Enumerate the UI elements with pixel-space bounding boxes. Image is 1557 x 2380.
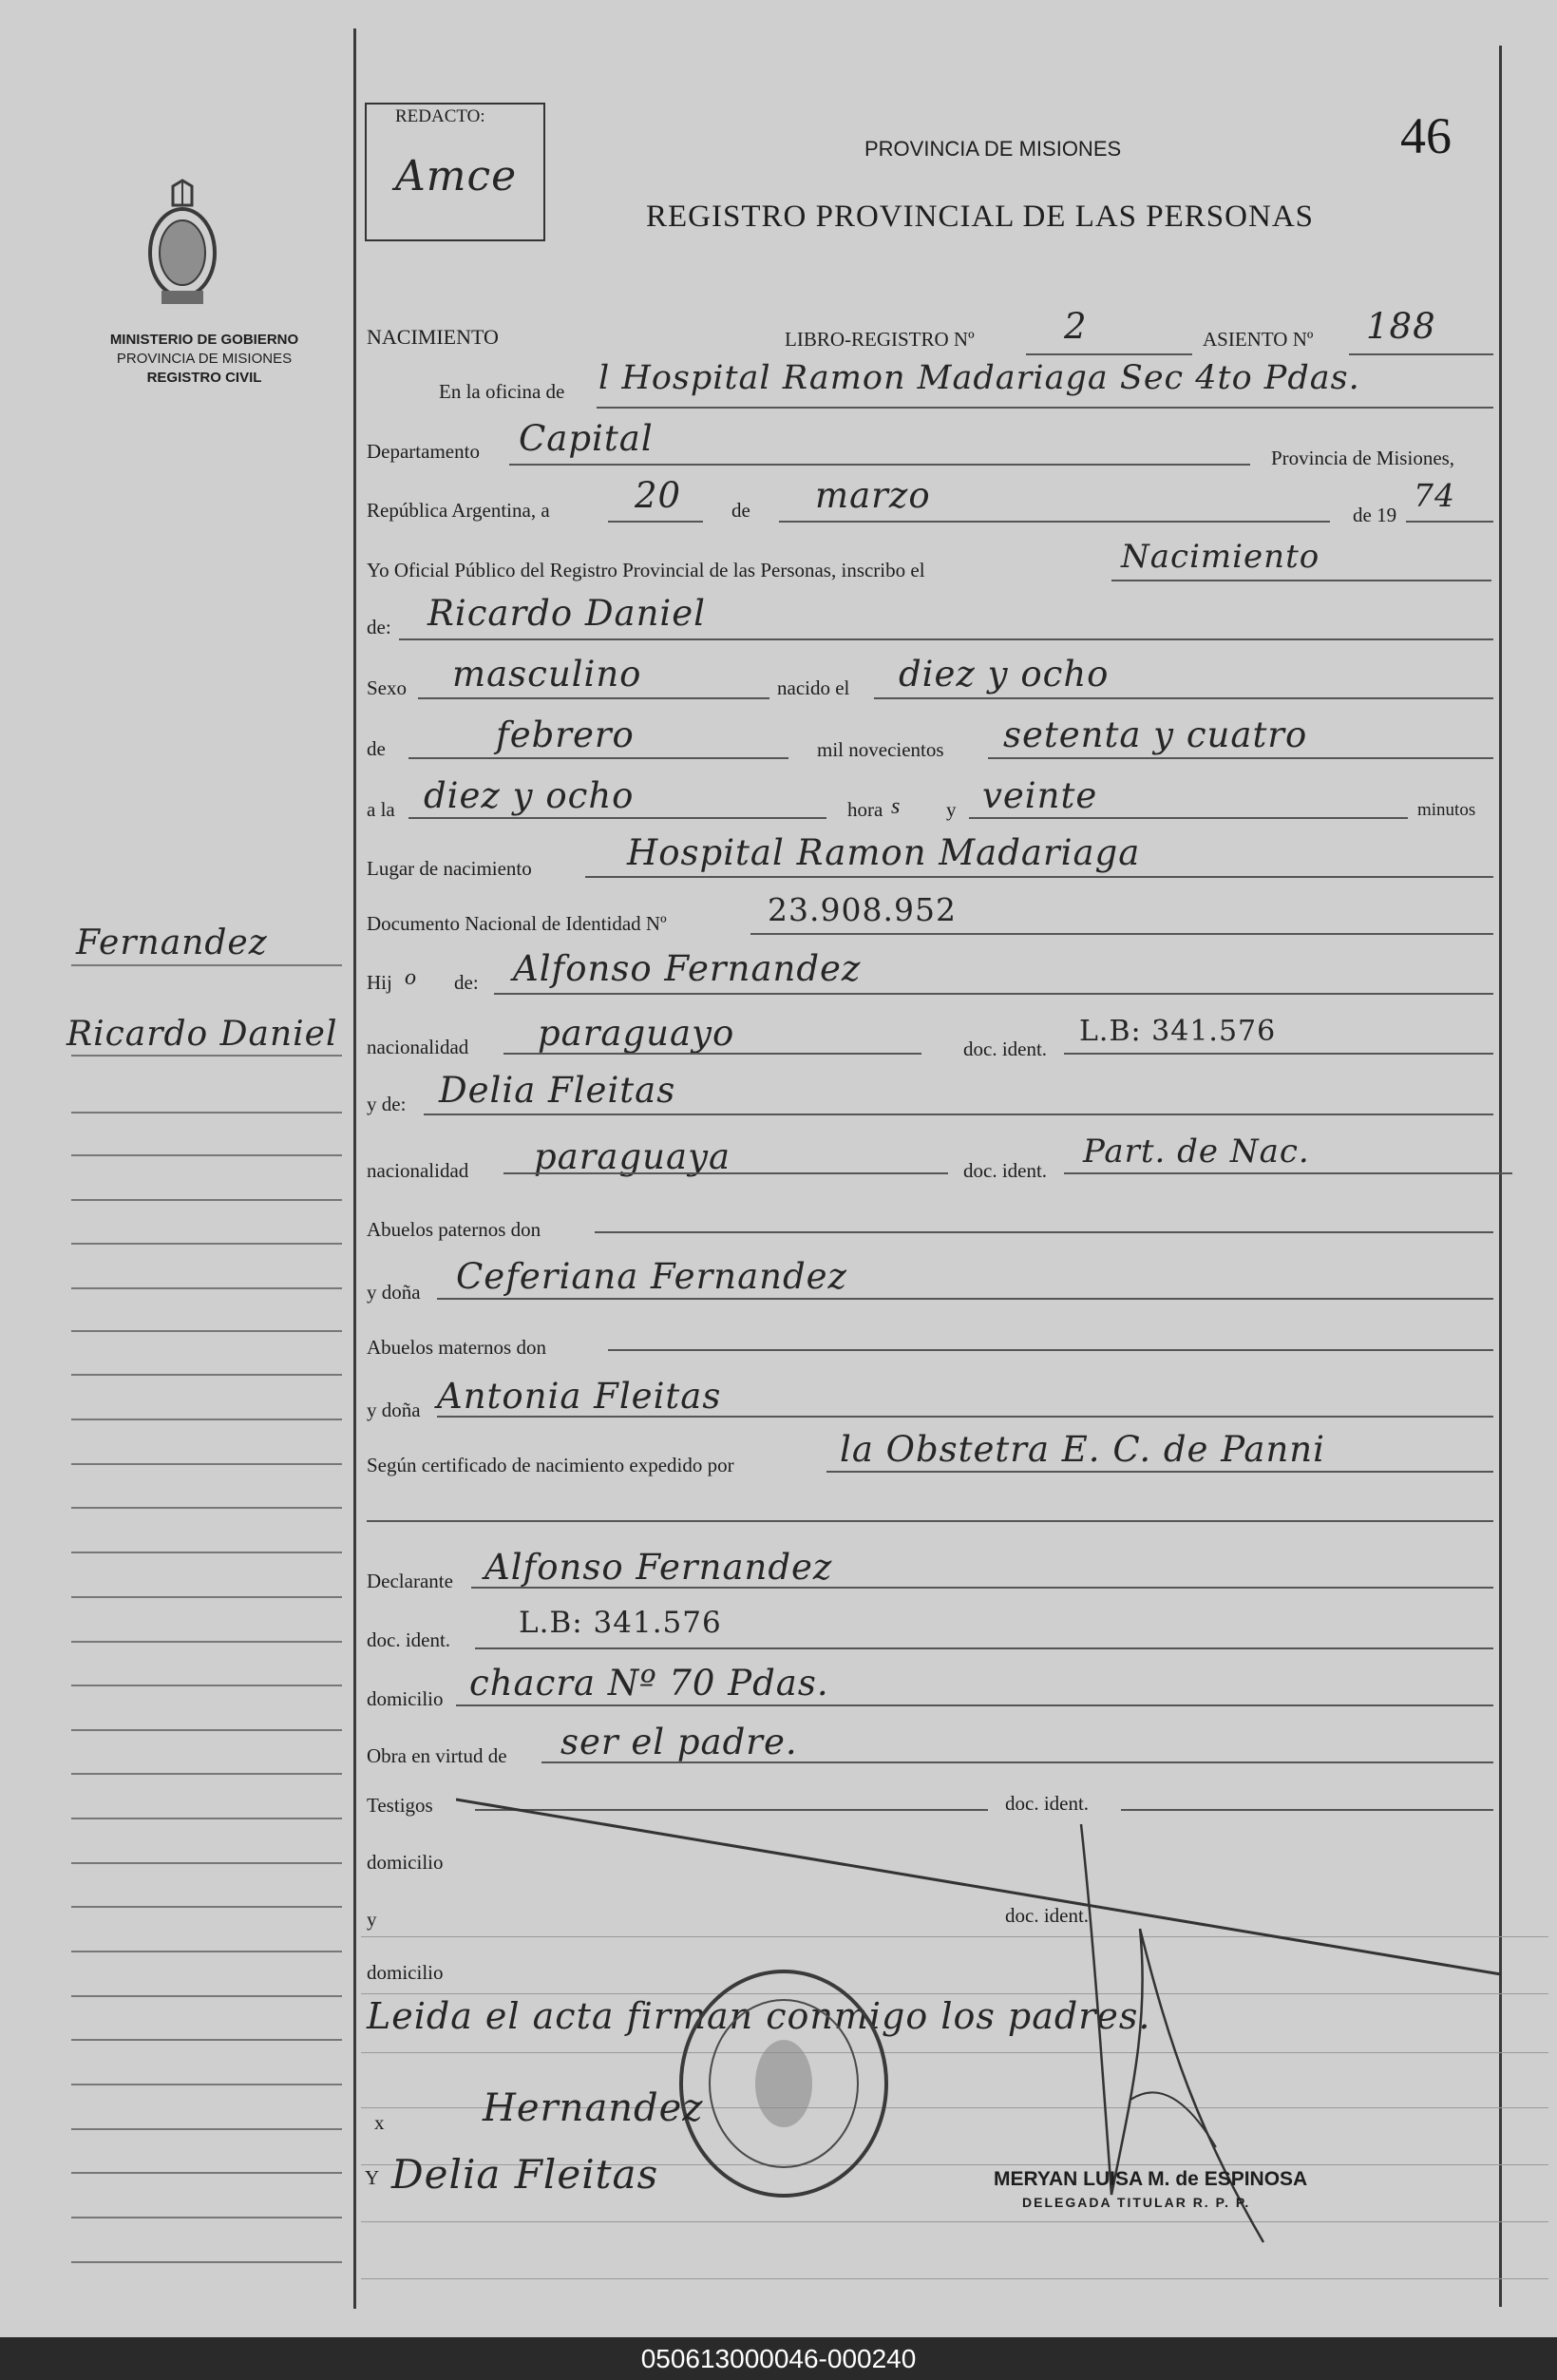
testigos-doc-label: doc. ident. <box>1005 1792 1090 1815</box>
anio-nac-value: setenta y cuatro <box>1003 714 1308 755</box>
province-heading: PROVINCIA DE MISIONES <box>864 137 1122 161</box>
margin-line <box>71 1951 342 1952</box>
margin-line <box>71 1906 342 1908</box>
y-label: y <box>946 798 957 821</box>
page-number: 46 <box>1400 107 1452 164</box>
margin-line <box>71 1773 342 1775</box>
mes-nac-value: febrero <box>496 714 635 755</box>
obra-label: Obra en virtud de <box>367 1744 507 1767</box>
ministry-line-3: REGISTRO CIVIL <box>146 370 262 386</box>
signature-father: Hernandez <box>483 2086 704 2130</box>
margin-line <box>71 1374 342 1376</box>
republica-label: República Argentina, a <box>367 499 550 522</box>
abuelo-paterno-rule <box>595 1231 1493 1233</box>
testigo-domicilio-label: domicilio <box>367 1851 444 1874</box>
ministry-line-1: MINISTERIO DE GOBIERNO <box>109 332 299 348</box>
libro-label: LIBRO-REGISTRO Nº <box>785 328 975 351</box>
officer-title: DELEGADA TITULAR R. P. P. <box>1022 2195 1251 2210</box>
x-mark: x <box>374 2111 385 2134</box>
margin-line <box>71 1995 342 1997</box>
obra-rule <box>541 1761 1493 1763</box>
mil-novecientos-label: mil novecientos <box>817 738 944 761</box>
ministry-block <box>66 331 342 388</box>
madre-nacionalidad-label: nacionalidad <box>367 1159 469 1182</box>
oficina-rule <box>597 407 1493 409</box>
margin-line <box>71 1552 342 1553</box>
official-stamp-icon <box>674 1965 893 2202</box>
dia-value: 20 <box>635 475 682 516</box>
madre-nac-rule <box>503 1172 948 1174</box>
inscribe-rule <box>1111 580 1491 581</box>
nacido-el-value: diez y ocho <box>899 654 1110 695</box>
margin-line <box>71 1199 342 1201</box>
leida-statement: Leida el acta firman conmigo los padres. <box>367 1995 1151 2037</box>
segun-label: Según certificado de nacimiento expedido por <box>367 1454 734 1476</box>
padre-nacionalidad-label: nacionalidad <box>367 1036 469 1058</box>
de-colon-label: de: <box>367 616 391 638</box>
margin-line <box>71 2172 342 2174</box>
oficina-value: l Hospital Ramon Madariaga Sec 4to Pdas. <box>598 359 1360 397</box>
dni-label: Documento Nacional de Identidad Nº <box>367 912 667 935</box>
padre-doc-label: doc. ident. <box>963 1038 1048 1060</box>
margin-line <box>71 1463 342 1465</box>
cancel-stroke-icon <box>456 1796 1510 1986</box>
departamento-label: Departamento <box>367 440 480 463</box>
margin-line <box>71 964 342 966</box>
hora-nac-value: diez y ocho <box>424 775 635 816</box>
left-margin-border <box>353 29 356 2309</box>
margin-line <box>71 1685 342 1686</box>
margin-line <box>71 1729 342 1731</box>
margin-line <box>71 1418 342 1420</box>
margin-line <box>71 1154 342 1156</box>
hora-label: hora <box>847 798 883 821</box>
margin-line <box>71 2128 342 2130</box>
minutos-value: veinte <box>982 775 1098 816</box>
y-dona-paterna-label: y doña <box>367 1281 421 1304</box>
anio-value: 74 <box>1414 477 1455 514</box>
margin-line <box>71 1112 342 1114</box>
officer-name: MERYAN LUISA M. de ESPINOSA <box>994 2168 1308 2190</box>
madre-value: Delia Fleitas <box>439 1070 676 1111</box>
mes-rule <box>779 521 1330 523</box>
mes-nac-rule <box>408 757 788 759</box>
abuelo-materno-rule <box>608 1349 1493 1351</box>
margin-line <box>71 1507 342 1509</box>
declarante-rule <box>471 1587 1493 1589</box>
ruled-line <box>361 2052 1548 2053</box>
obra-value: ser el padre. <box>560 1722 798 1762</box>
nombre-rule <box>399 638 1493 640</box>
de-19-label: de 19 <box>1353 504 1397 526</box>
abuelos-maternos-label: Abuelos maternos don <box>367 1336 546 1359</box>
asiento-rule <box>1349 353 1493 355</box>
margin-line <box>71 2217 342 2218</box>
minutos-label: minutos <box>1417 800 1476 820</box>
padre-nac-value: paraguayo <box>538 1013 735 1054</box>
departamento-rule <box>509 464 1250 466</box>
testigo2-domicilio-label: domicilio <box>367 1961 444 1984</box>
anio-rule <box>1406 521 1493 523</box>
redacto-label: REDACTO: <box>395 106 485 126</box>
mes-value: marzo <box>815 475 931 516</box>
padre-value: Alfonso Fernandez <box>513 948 862 989</box>
margin-line <box>71 2039 342 2041</box>
certificado-rule <box>826 1471 1493 1473</box>
anio-nac-rule <box>988 757 1493 759</box>
lugar-value: Hospital Ramon Madariaga <box>627 832 1141 873</box>
y-de-label: y de: <box>367 1093 407 1115</box>
oficina-label: En la oficina de <box>439 380 565 403</box>
departamento-value: Capital <box>519 418 654 459</box>
dni-value: 23.908.952 <box>768 891 957 928</box>
libro-value: 2 <box>1064 306 1088 347</box>
asiento-label: ASIENTO Nº <box>1203 328 1314 351</box>
nacido-el-rule <box>874 697 1493 699</box>
padre-doc-rule <box>1064 1053 1493 1055</box>
dni-rule <box>750 933 1493 935</box>
hijo-label: Hij <box>367 971 392 994</box>
de-mes-label: de <box>367 737 386 760</box>
dia-rule <box>608 521 703 523</box>
sexo-value: masculino <box>452 654 642 695</box>
a-la-label: a la <box>367 798 395 821</box>
margin-line <box>71 2261 342 2263</box>
padre-doc-value: L.B: 341.576 <box>1079 1015 1277 1048</box>
registry-heading: REGISTRO PROVINCIAL DE LAS PERSONAS <box>646 200 1315 234</box>
coat-of-arms-icon <box>144 179 220 312</box>
de-label: de <box>731 499 750 522</box>
asiento-value: 188 <box>1366 306 1436 347</box>
ruled-line <box>361 2278 1548 2279</box>
abuela-paterna-value: Ceferiana Fernandez <box>456 1256 848 1297</box>
libro-rule <box>1026 353 1192 355</box>
minutos-rule <box>969 817 1408 819</box>
redacto-initials: Amce <box>395 152 518 200</box>
lugar-rule <box>585 876 1493 878</box>
domicilio-rule <box>456 1704 1493 1706</box>
declarante-doc-value: L.B: 341.576 <box>519 1606 722 1640</box>
ruled-line <box>361 2221 1548 2222</box>
y-dona-materna-label: y doña <box>367 1399 421 1421</box>
madre-doc-label: doc. ident. <box>963 1159 1048 1182</box>
declarante-doc-label: doc. ident. <box>367 1628 451 1651</box>
margin-line <box>71 1862 342 1864</box>
declarante-doc-rule <box>475 1647 1493 1649</box>
abuelos-paternos-label: Abuelos paternos don <box>367 1218 541 1241</box>
declarante-value: Alfonso Fernandez <box>484 1547 833 1588</box>
margin-note-given-names: Ricardo Daniel <box>66 1015 338 1054</box>
declarante-label: Declarante <box>367 1570 453 1592</box>
certificado-value: la Obstetra E. C. de Panni <box>840 1429 1325 1470</box>
hijo-suffix: o <box>405 965 416 990</box>
margin-line <box>71 1287 342 1289</box>
margin-line <box>71 1596 342 1598</box>
domicilio-value: chacra Nº 70 Pdas. <box>469 1663 829 1704</box>
hora-nac-rule <box>408 817 826 819</box>
margin-line <box>71 2084 342 2085</box>
padre-rule <box>494 993 1493 995</box>
hijo-de-label: de: <box>454 971 479 994</box>
sexo-label: Sexo <box>367 676 407 699</box>
inscribe-value: Nacimiento <box>1121 538 1320 576</box>
abuela-materna-value: Antonia Fleitas <box>437 1376 722 1417</box>
margin-line <box>71 1818 342 1819</box>
lugar-label: Lugar de nacimiento <box>367 857 532 880</box>
nacido-el-label: nacido el <box>777 676 850 699</box>
margin-line <box>71 1330 342 1332</box>
madre-doc-value: Part. de Nac. <box>1083 1133 1310 1171</box>
provincia-misiones-label: Provincia de Misiones, <box>1271 447 1455 469</box>
nombre-value: Ricardo Daniel <box>427 593 706 634</box>
nacimiento-label: NACIMIENTO <box>367 325 499 349</box>
testigo-y-label: y <box>367 1908 377 1931</box>
margin-line <box>71 1055 342 1057</box>
madre-rule <box>424 1114 1493 1115</box>
ministry-line-2: PROVINCIA DE MISIONES <box>116 351 293 367</box>
padre-nac-rule <box>503 1053 921 1055</box>
ruled-line <box>361 1993 1548 1994</box>
hora-suffix: s <box>891 794 901 819</box>
testigo2-doc-label: doc. ident. <box>1005 1904 1090 1927</box>
abuela-materna-rule <box>437 1416 1493 1418</box>
madre-doc-rule <box>1064 1172 1512 1174</box>
abuela-paterna-rule <box>437 1298 1493 1300</box>
testigos-label: Testigos <box>367 1794 433 1817</box>
redacto-box <box>365 103 545 241</box>
footer-code: 050613000046-000240 <box>0 2337 1557 2380</box>
margin-note-surname: Fernandez <box>76 923 268 962</box>
y-mark: Y <box>365 2166 380 2189</box>
yo-oficial-label: Yo Oficial Público del Registro Provincial de las Personas, inscribo el <box>367 559 925 581</box>
signature-mother: Delia Fleitas <box>391 2151 659 2198</box>
sexo-rule <box>418 697 769 699</box>
domicilio-label: domicilio <box>367 1687 444 1710</box>
margin-line <box>71 1641 342 1643</box>
certificado-rule-2 <box>367 1520 1493 1522</box>
margin-line <box>71 1243 342 1245</box>
madre-nac-value: paraguaya <box>534 1136 731 1177</box>
